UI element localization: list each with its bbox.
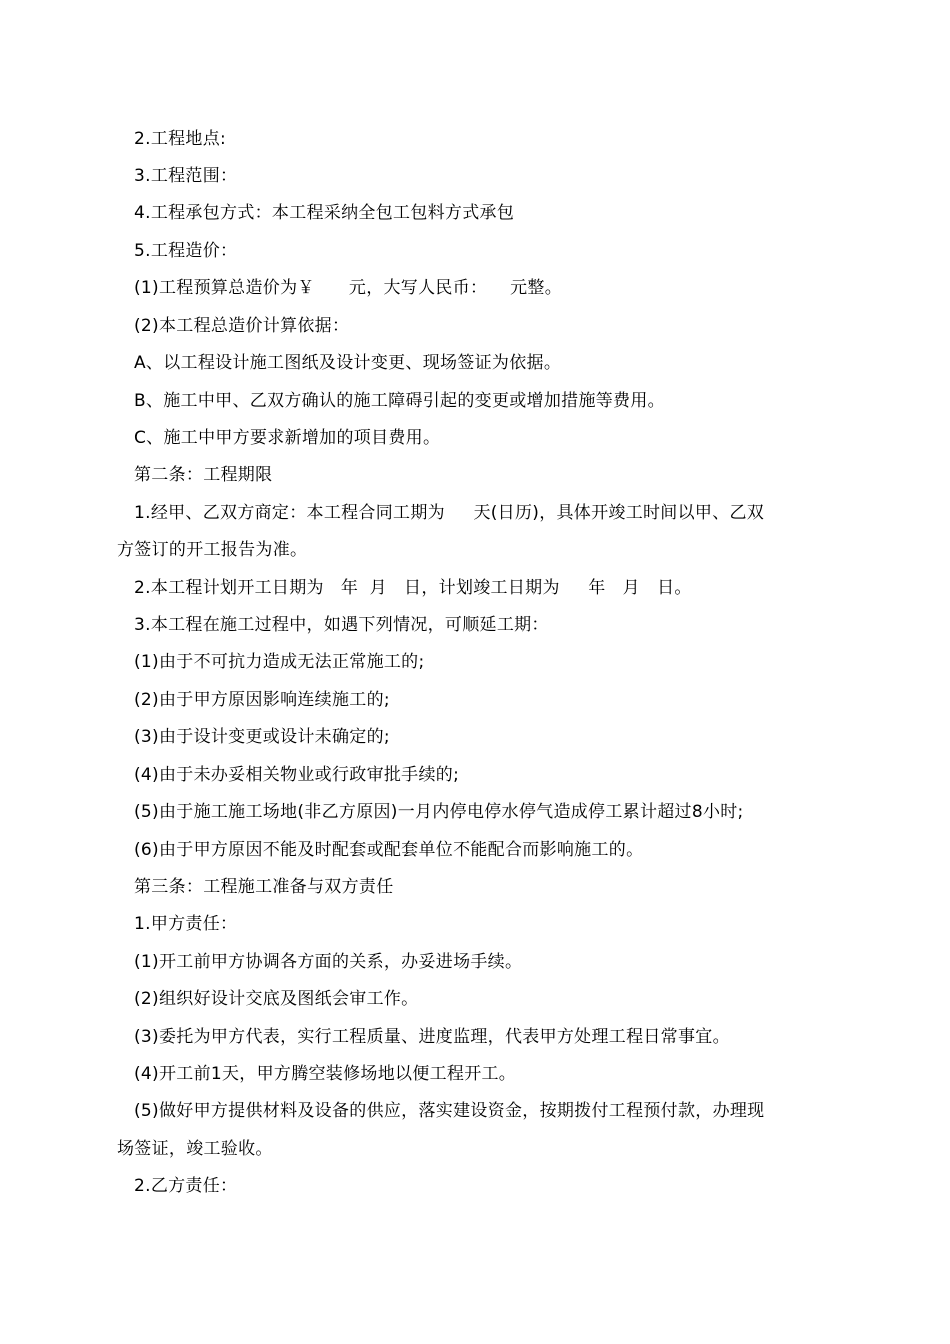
text-line: 2.本工程计划开工日期为 年 月 日，计划竣工日期为 年 月 日。 (134, 578, 692, 598)
text-line: (1)开工前甲方协调各方面的关系，办妥进场手续。 (134, 952, 523, 972)
text-line: (6)由于甲方原因不能及时配套或配套单位不能配合而影响施工的。 (134, 840, 644, 860)
text-line: 2.工程地点: (134, 129, 227, 149)
text-line: C、施工中甲方要求新增加的项目费用。 (134, 428, 441, 448)
text-line: B、施工中甲、乙双方确认的施工障碍引起的变更或增加措施等费用。 (134, 391, 665, 411)
section-heading: 第三条：工程施工准备与双方责任 (134, 877, 394, 897)
text-line: (2)组织好设计交底及图纸会审工作。 (134, 989, 419, 1009)
text-line: 1.甲方责任： (134, 914, 238, 934)
text-line: (4)由于未办妥相关物业或行政审批手续的; (134, 765, 460, 785)
text-line: (4)开工前1天，甲方腾空装修场地以便工程开工。 (134, 1064, 517, 1084)
text-line: 2.乙方责任： (134, 1176, 238, 1196)
text-line: (3)委托为甲方代表，实行工程质量、进度监理，代表甲方处理工程日常事宜。 (134, 1027, 730, 1047)
text-line: 3.本工程在施工过程中，如遇下列情况，可顺延工期： (134, 615, 549, 635)
text-line: (5)由于施工施工场地(非乙方原因)一月内停电停水停气造成停工累计超过8小时; (134, 802, 744, 822)
text-line: (1)工程预算总造价为￥ 元，大写人民币： 元整。 (134, 278, 563, 298)
text-line: (1)由于不可抗力造成无法正常施工的; (134, 652, 425, 672)
text-line: (5)做好甲方提供材料及设备的供应，落实建设资金，按期拨付工程预付款，办理现 (134, 1101, 765, 1121)
text-line: 3.工程范围： (134, 166, 238, 186)
text-line: 方签订的开工报告为准。 (117, 540, 308, 560)
text-line: (2)本工程总造价计算依据： (134, 316, 350, 336)
text-line: A、以工程设计施工图纸及设计变更、现场签证为依据。 (134, 353, 562, 373)
text-line: (2)由于甲方原因影响连续施工的; (134, 690, 390, 710)
text-line: 5.工程造价： (134, 241, 238, 261)
text-line: 场签证，竣工验收。 (117, 1139, 273, 1159)
text-line: (3)由于设计变更或设计未确定的; (134, 727, 390, 747)
section-heading: 第二条：工程期限 (134, 465, 273, 485)
text-line: 4.工程承包方式：本工程采纳全包工包料方式承包 (134, 203, 515, 223)
text-line: 1.经甲、乙双方商定：本工程合同工期为 天(日历)，具体开竣工时间以甲、乙双 (134, 503, 765, 523)
